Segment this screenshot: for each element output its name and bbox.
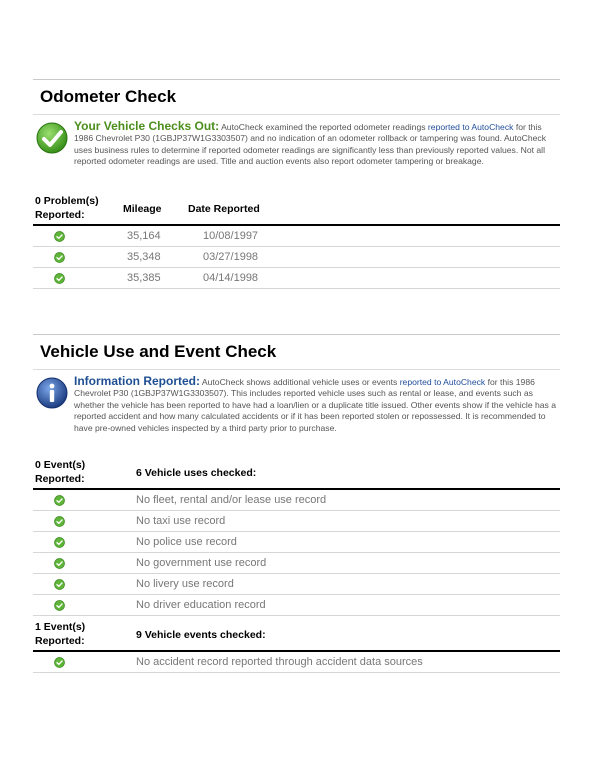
odometer-check-section — [33, 79, 560, 289]
table-row — [33, 532, 560, 553]
table-row — [33, 553, 560, 574]
odometer-summary — [33, 121, 560, 168]
date-cell: 04/14/1998 — [203, 271, 259, 284]
use-record-cell: No police use record — [136, 536, 237, 549]
events-checked-header: 9 Vehicle events checked: — [136, 629, 266, 642]
use-record-cell: No driver education record — [136, 599, 266, 612]
check-icon — [54, 657, 65, 668]
summary-text: AutoCheck shows additional vehicle uses or events — [200, 377, 400, 387]
check-icon — [54, 252, 65, 263]
section-title: Odometer Check — [40, 87, 177, 106]
section-divider — [33, 369, 560, 370]
check-icon — [54, 495, 65, 506]
event-record-cell: No accident record reported through accident data sources — [136, 656, 423, 669]
vehicle-use-section — [33, 334, 560, 673]
check-icon — [54, 273, 65, 284]
events-table-header — [33, 620, 560, 650]
check-icon — [54, 231, 65, 242]
table-row — [33, 595, 560, 616]
table-row — [33, 247, 560, 268]
mileage-header: Mileage — [123, 202, 162, 215]
summary-text: for this 1986 Chevrolet P30 (1GBJP37W1G3303507) and no indication of an odometer rollback or tampering was found. AutoCheck uses business rules to determine if reported odometer readings are significantly less than previously reported values. Not all reported odometer readings are used. Title and auction events also report odometer tampering or breakage. — [74, 122, 546, 167]
info-icon — [36, 377, 68, 409]
summary-lead: Your Vehicle Checks Out: — [74, 119, 220, 133]
mileage-cell: 35,348 — [127, 250, 161, 263]
check-icon — [54, 600, 65, 611]
table-row — [33, 268, 560, 289]
uses-checked-header: 6 Vehicle uses checked: — [136, 467, 257, 480]
events-reported-label: 1 Event(s) Reported: — [35, 621, 86, 648]
date-cell: 10/08/1997 — [203, 229, 259, 242]
table-row — [33, 226, 560, 247]
vehicle-use-summary — [33, 376, 560, 434]
check-icon — [54, 558, 65, 569]
uses-table-header — [33, 458, 560, 488]
table-row — [33, 490, 560, 511]
use-record-cell: No taxi use record — [136, 515, 226, 528]
summary-lead: Information Reported: — [74, 374, 200, 388]
mileage-cell: 35,164 — [127, 229, 161, 242]
green-check-icon — [36, 122, 68, 154]
section-divider — [33, 114, 560, 115]
events-reported-label: 0 Event(s) Reported: — [35, 459, 86, 486]
table-row — [33, 652, 560, 673]
problems-reported-label: 0 Problem(s) Reported: — [35, 194, 99, 221]
odometer-table-header — [33, 194, 560, 224]
table-row — [33, 574, 560, 595]
reported-to-autocheck-link[interactable]: reported to AutoCheck — [427, 122, 514, 132]
summary-text: for this 1986 Chevrolet P30 (1GBJP37W1G3303507). This includes reported vehicle uses such as rental or lease, and events such as whether the vehicle has been reported to have had a loan/lien or a duplicate title issued. Other events show if the vehicle has a reported accident and how many calculated accidents or if it has been reported stolen or repossessed. It is recommended to have pre-owned vehicles inspected by a third party prior to purchase. — [74, 377, 557, 433]
check-icon — [54, 516, 65, 527]
use-record-cell: No fleet, rental and/or lease use record — [136, 494, 327, 507]
use-record-cell: No livery use record — [136, 578, 234, 591]
use-record-cell: No government use record — [136, 557, 267, 570]
check-icon — [54, 579, 65, 590]
table-row — [33, 511, 560, 532]
reported-to-autocheck-link[interactable]: reported to AutoCheck — [399, 377, 486, 387]
date-cell: 03/27/1998 — [203, 250, 259, 263]
date-reported-header: Date Reported — [188, 202, 260, 215]
mileage-cell: 35,385 — [127, 271, 161, 284]
section-title: Vehicle Use and Event Check — [40, 342, 277, 361]
check-icon — [54, 537, 65, 548]
summary-text: AutoCheck examined the reported odometer readings — [219, 122, 428, 132]
